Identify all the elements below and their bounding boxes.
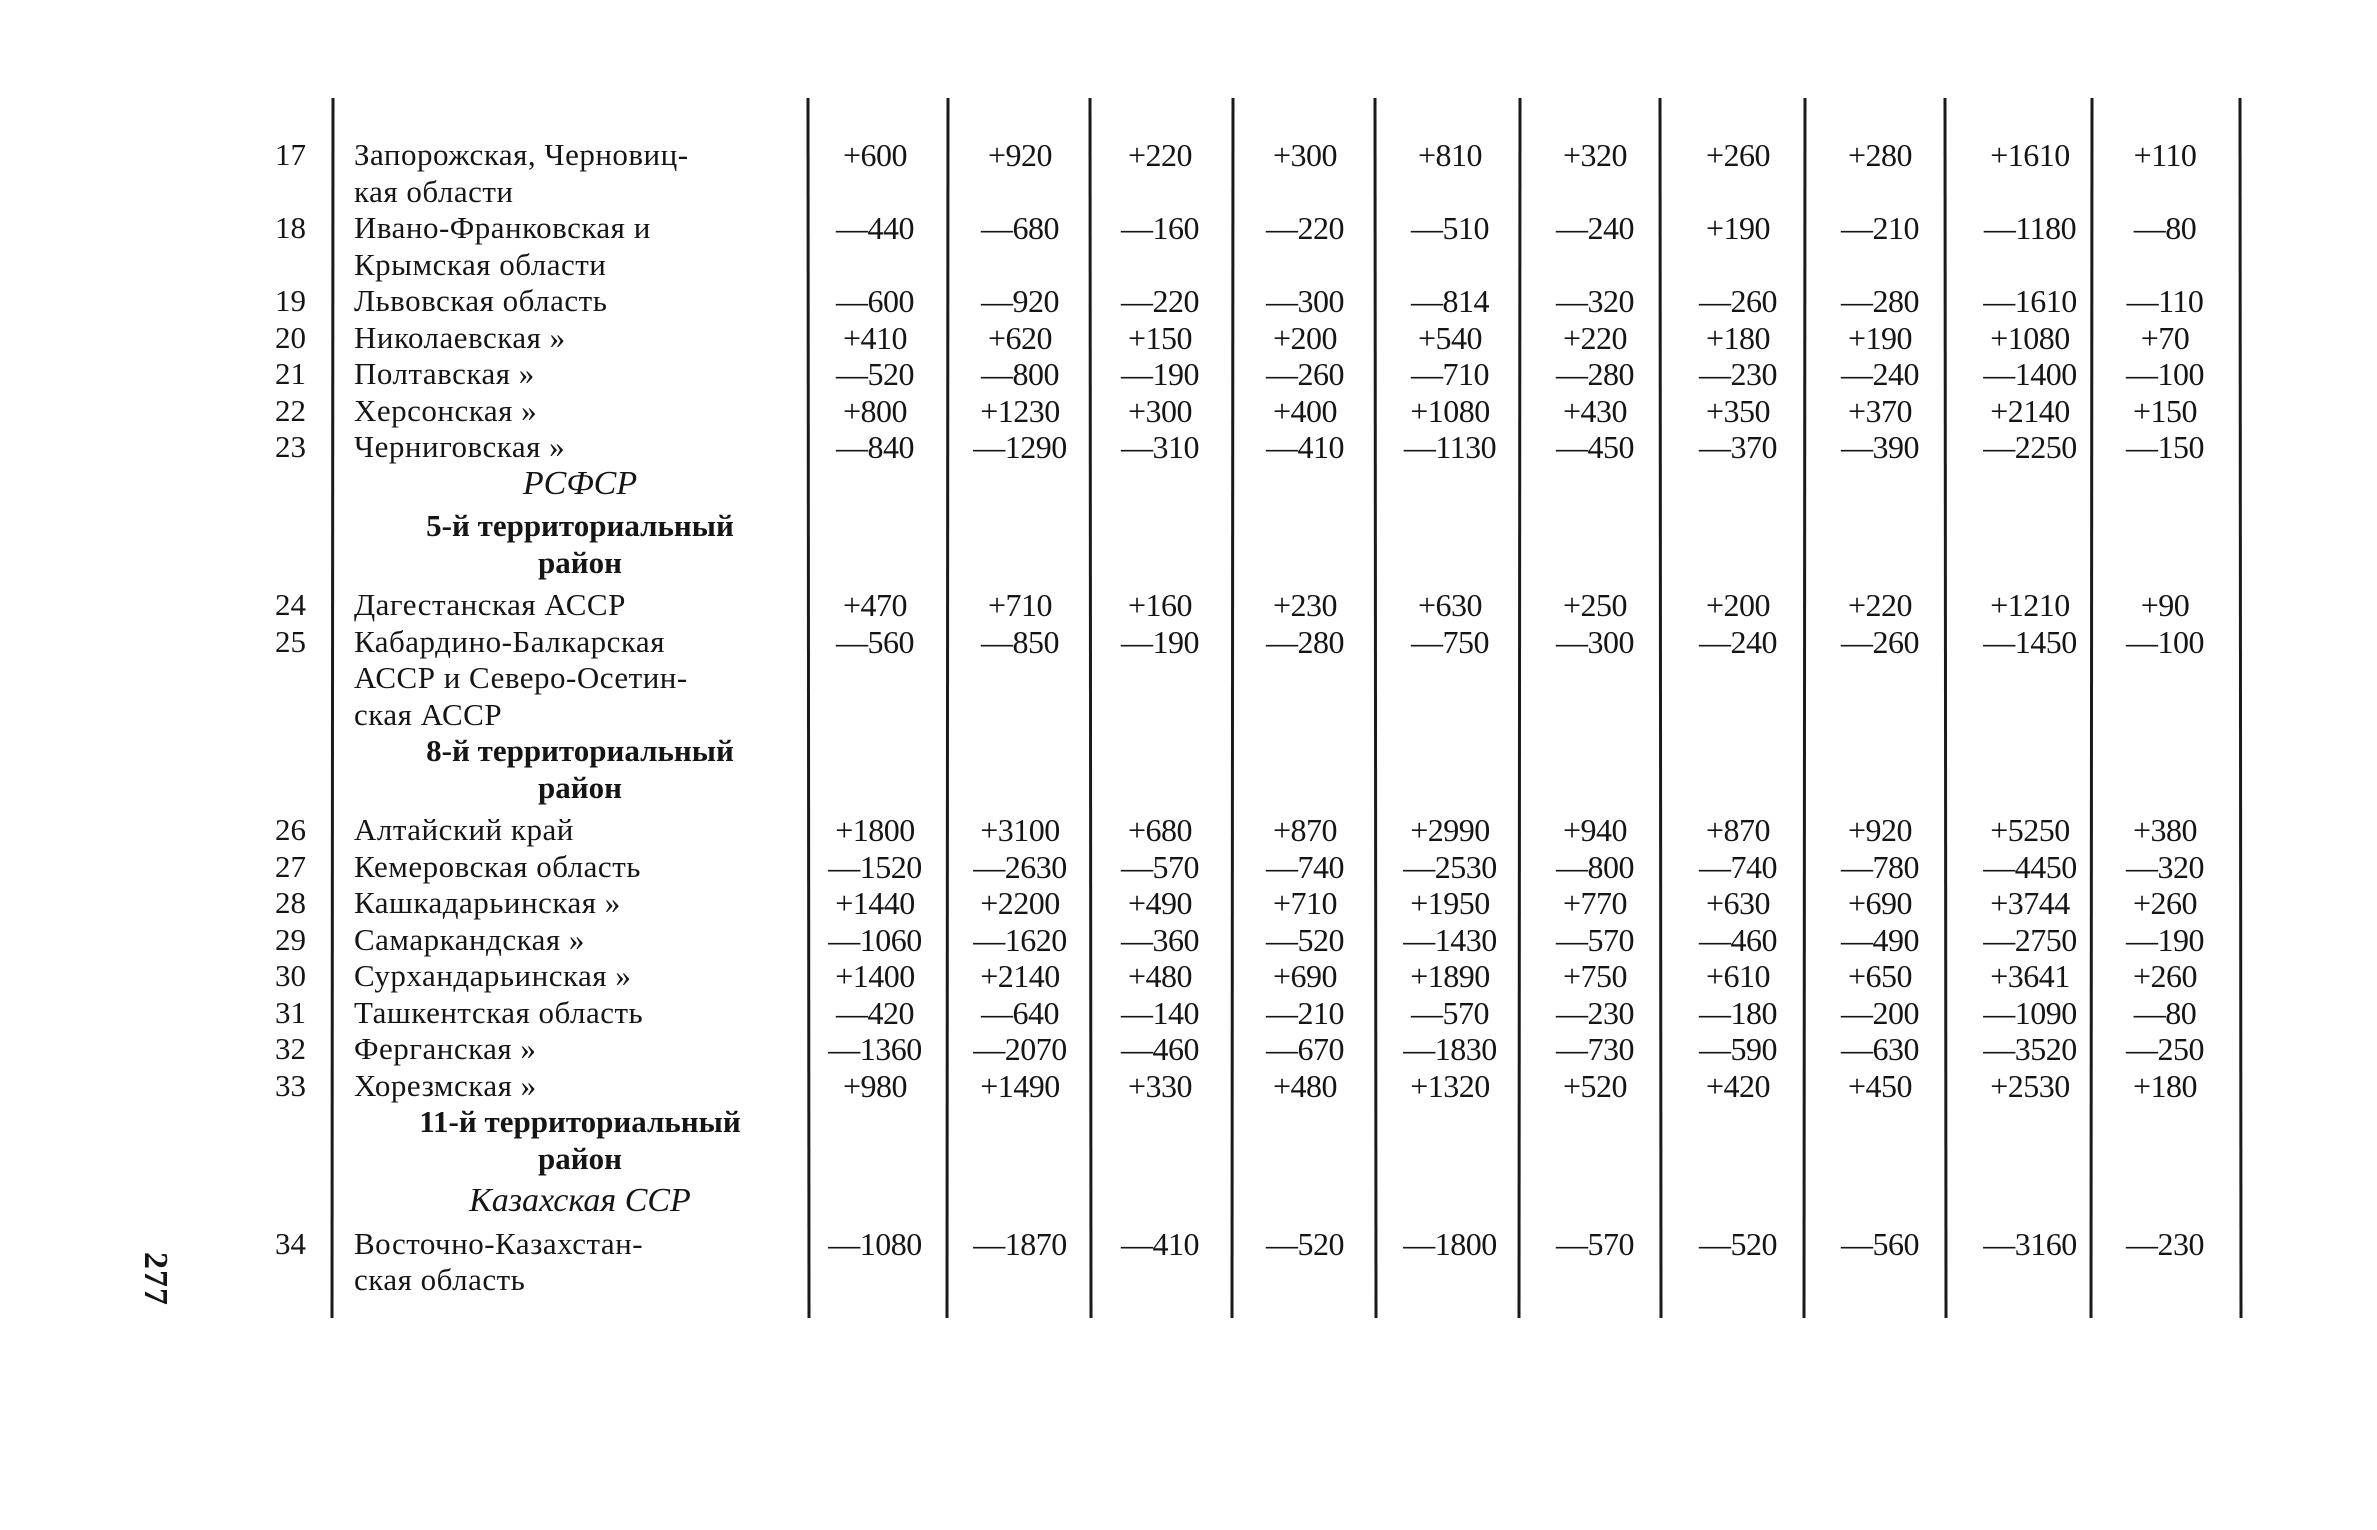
cell-value: +480 [1272, 1067, 1338, 1104]
row-number: 34 [275, 1225, 306, 1261]
cell-value: —560 [1841, 1225, 1919, 1262]
region-name: Черниговская » [354, 429, 566, 464]
cell-value: +1890 [1410, 958, 1490, 994]
cell-value: +5250 [1990, 812, 2070, 848]
region-name: ская АССР [354, 696, 503, 732]
cell-value: +650 [1847, 958, 1913, 994]
row-number: 29 [275, 921, 306, 957]
cell-value: —730 [1556, 1031, 1634, 1067]
row-number: 32 [275, 1031, 306, 1066]
cell-value: —250 [2126, 1031, 2204, 1067]
cell-value: +940 [1562, 812, 1628, 848]
cell-value: —1290 [973, 429, 1067, 465]
cell-value: —750 [1411, 623, 1489, 660]
cell-value: —360 [1121, 921, 1199, 958]
cell-value: —814 [1411, 283, 1489, 319]
cell-value: +870 [1272, 812, 1338, 848]
cell-value: +810 [1417, 137, 1483, 173]
cell-value: —520 [836, 356, 914, 392]
cell-value: —390 [1841, 429, 1919, 465]
cell-value: —570 [1121, 848, 1199, 885]
cell-value: —310 [1121, 429, 1199, 465]
cell-value: —2630 [973, 848, 1067, 885]
cell-value: —490 [1841, 921, 1919, 958]
region-name: Кемеровская область [354, 848, 641, 884]
cell-value: —1610 [1983, 283, 2077, 319]
cell-value: +190 [1847, 319, 1913, 356]
section-heading: 5-й территориальный [426, 508, 734, 543]
cell-value: +420 [1705, 1067, 1771, 1104]
row-number: 26 [275, 812, 306, 847]
region-name: Полтавская » [354, 356, 535, 391]
cell-value: —1520 [828, 848, 922, 885]
cell-value: +1080 [1410, 392, 1490, 429]
cell-value: +370 [1847, 392, 1913, 429]
cell-value: —840 [836, 429, 914, 465]
cell-value: +250 [1562, 587, 1628, 623]
cell-value: —510 [1411, 210, 1489, 246]
cell-value: —1400 [1983, 356, 2077, 392]
cell-value: +630 [1705, 885, 1771, 921]
cell-value: —800 [981, 356, 1059, 392]
cell-value: —410 [1266, 429, 1344, 465]
cell-value: —240 [1556, 210, 1634, 246]
cell-value: +350 [1705, 392, 1771, 429]
cell-value: —280 [1841, 283, 1919, 319]
row-number: 19 [275, 283, 306, 318]
cell-value: —680 [981, 210, 1059, 246]
cell-value: —1090 [1983, 994, 2077, 1031]
cell-value: +180 [1705, 319, 1771, 356]
cell-value: +260 [1705, 137, 1771, 173]
cell-value: +680 [1127, 812, 1193, 848]
cell-value: +2140 [1990, 392, 2070, 429]
cell-value: —180 [1699, 994, 1777, 1031]
cell-value: —1450 [1983, 623, 2077, 660]
region-name: Ивано-Франковская и [354, 210, 651, 245]
region-name: Самаркандская » [354, 921, 585, 957]
cell-value: +280 [1847, 137, 1913, 173]
cell-value: +490 [1127, 885, 1193, 921]
cell-value: —160 [1121, 210, 1199, 246]
cell-value: —560 [836, 623, 914, 660]
cell-value: +1440 [835, 885, 915, 921]
cell-value: +330 [1127, 1067, 1193, 1104]
cell-value: +620 [987, 319, 1053, 356]
cell-value: +610 [1705, 958, 1771, 994]
column-rule [1519, 98, 1520, 1318]
cell-value: —670 [1266, 1031, 1344, 1067]
cell-value: —440 [836, 210, 914, 246]
cell-value: +150 [2132, 392, 2198, 429]
region-name: Львовская область [354, 283, 608, 318]
cell-value: —190 [1121, 356, 1199, 392]
cell-value: —570 [1556, 1225, 1634, 1262]
cell-value: —210 [1266, 994, 1344, 1031]
cell-value: —240 [1841, 356, 1919, 392]
cell-value: —1870 [973, 1225, 1067, 1262]
cell-value: +480 [1127, 958, 1193, 994]
cell-value: —220 [1121, 283, 1199, 319]
cell-value: +320 [1562, 137, 1628, 173]
cell-value: —2750 [1983, 921, 2077, 958]
cell-value: +160 [1127, 587, 1193, 623]
cell-value: —100 [2126, 356, 2204, 392]
cell-value: —3520 [1983, 1031, 2077, 1067]
region-name: Ташкентская область [354, 994, 644, 1030]
column-rule [332, 98, 333, 1318]
cell-value: —320 [2126, 848, 2204, 885]
row-number: 18 [275, 210, 306, 245]
column-rule [947, 98, 948, 1318]
cell-value: —150 [2126, 429, 2204, 465]
cell-value: —230 [1699, 356, 1777, 392]
cell-value: —600 [836, 283, 914, 319]
cell-value: +630 [1417, 587, 1483, 623]
cell-value: —850 [981, 623, 1059, 660]
cell-value: —570 [1411, 994, 1489, 1031]
cell-value: +190 [1705, 210, 1771, 246]
column-rule [1375, 98, 1376, 1318]
cell-value: +450 [1847, 1067, 1913, 1104]
cell-value: +690 [1847, 885, 1913, 921]
cell-value: +180 [2132, 1067, 2198, 1104]
cell-value: +1950 [1410, 885, 1490, 921]
region-name: Херсонская » [354, 392, 538, 428]
cell-value: +1800 [835, 812, 915, 848]
cell-value: +2200 [980, 885, 1060, 921]
cell-value: +1490 [980, 1067, 1060, 1104]
cell-value: —520 [1699, 1225, 1777, 1262]
cell-value: +1210 [1990, 587, 2070, 623]
cell-value: —410 [1121, 1225, 1199, 1262]
cell-value: —1800 [1403, 1225, 1497, 1262]
cell-value: +3744 [1990, 885, 2070, 921]
cell-value: —1430 [1403, 921, 1497, 958]
cell-value: +470 [842, 587, 908, 623]
region-name: Николаевская » [354, 319, 566, 355]
cell-value: +430 [1562, 392, 1628, 429]
cell-value: —1360 [828, 1031, 922, 1067]
section-heading: район [538, 769, 622, 805]
cell-value: —630 [1841, 1031, 1919, 1067]
cell-value: +260 [2132, 958, 2198, 994]
cell-value: —1620 [973, 921, 1067, 958]
cell-value: +380 [2132, 812, 2198, 848]
cell-value: +3641 [1990, 958, 2070, 994]
cell-value: +1610 [1990, 137, 2070, 173]
cell-value: +690 [1272, 958, 1338, 994]
section-heading: Казахская ССР [469, 1182, 691, 1219]
region-name: Алтайский край [354, 812, 574, 847]
page-number: 277 [137, 1252, 174, 1306]
cell-value: —220 [1266, 210, 1344, 246]
cell-value: +920 [1847, 812, 1913, 848]
region-name: Кабардино-Балкарская [354, 623, 665, 659]
cell-value: —200 [1841, 994, 1919, 1031]
cell-value: —230 [1556, 994, 1634, 1031]
cell-value: —2530 [1403, 848, 1497, 885]
row-number: 30 [275, 958, 306, 993]
cell-value: —260 [1841, 623, 1919, 660]
cell-value: +1400 [835, 958, 915, 994]
cell-value: +800 [842, 392, 908, 429]
cell-value: —1130 [1403, 429, 1497, 465]
row-number: 23 [275, 429, 306, 464]
cell-value: —300 [1556, 623, 1634, 660]
cell-value: +300 [1127, 392, 1193, 429]
column-rule [1660, 98, 1661, 1318]
cell-value: —740 [1699, 848, 1777, 885]
region-name: АССР и Северо-Осетин- [354, 660, 688, 695]
cell-value: +400 [1272, 392, 1338, 429]
cell-value: +770 [1562, 885, 1628, 921]
cell-value: —280 [1266, 623, 1344, 660]
cell-value: —2250 [1983, 429, 2077, 465]
cell-value: —590 [1699, 1031, 1777, 1067]
section-heading: РСФСР [522, 464, 638, 502]
section-heading: 11-й территориальный [419, 1104, 741, 1139]
cell-value: —80 [2133, 994, 2197, 1031]
cell-value: +410 [842, 319, 908, 356]
cell-value: +220 [1127, 137, 1193, 173]
row-number: 31 [275, 994, 306, 1030]
cell-value: +220 [1847, 587, 1913, 623]
row-number: 24 [275, 587, 306, 622]
row-number: 22 [275, 392, 306, 428]
cell-value: —520 [1266, 921, 1344, 958]
section-heading: район [538, 544, 622, 580]
cell-value: +1320 [1410, 1067, 1490, 1104]
cell-value: +2990 [1410, 812, 1490, 848]
cell-value: +260 [2132, 885, 2198, 921]
cell-value: +200 [1705, 587, 1771, 623]
region-name: кая области [354, 173, 514, 209]
cell-value: —1830 [1403, 1031, 1497, 1067]
region-name: Запорожская, Черновиц- [354, 137, 689, 172]
cell-value: —320 [1556, 283, 1634, 319]
cell-value: +920 [987, 137, 1053, 173]
cell-value: +710 [987, 587, 1053, 623]
cell-value: —100 [2126, 623, 2204, 660]
cell-value: —420 [836, 994, 914, 1031]
cell-value: +520 [1562, 1067, 1628, 1104]
cell-value: —1080 [828, 1225, 922, 1262]
cell-value: —640 [981, 994, 1059, 1031]
region-name: Восточно-Казахстан- [354, 1225, 644, 1261]
cell-value: —1180 [1983, 210, 2077, 246]
section-heading: район [538, 1140, 622, 1176]
cell-value: —370 [1699, 429, 1777, 465]
cell-value: +1080 [1990, 319, 2070, 356]
region-name: Дагестанская АССР [354, 587, 626, 622]
cell-value: —570 [1556, 921, 1634, 958]
cell-value: —450 [1556, 429, 1634, 465]
region-name: Ферганская » [354, 1031, 537, 1066]
cell-value: +2530 [1990, 1067, 2070, 1104]
cell-value: +110 [2133, 137, 2197, 173]
cell-value: —190 [2126, 921, 2204, 958]
cell-value: —260 [1266, 356, 1344, 392]
cell-value: —240 [1699, 623, 1777, 660]
region-name: Крымская области [354, 246, 607, 282]
cell-value: +200 [1272, 319, 1338, 356]
cell-value: —520 [1266, 1225, 1344, 1262]
cell-value: +230 [1272, 587, 1338, 623]
cell-value: +2140 [980, 958, 1060, 994]
cell-value: +90 [2140, 587, 2190, 623]
cell-value: +870 [1705, 812, 1771, 848]
cell-value: +980 [842, 1067, 908, 1104]
cell-value: —140 [1121, 994, 1199, 1031]
cell-value: —190 [1121, 623, 1199, 660]
cell-value: —2070 [973, 1031, 1067, 1067]
column-rule [1090, 98, 1091, 1318]
cell-value: +3100 [980, 812, 1060, 848]
region-name: Сурхандарьинская » [354, 958, 632, 993]
column-rule [808, 98, 809, 1318]
region-name: ская область [354, 1262, 526, 1297]
cell-value: —780 [1841, 848, 1919, 885]
cell-value: +710 [1272, 885, 1338, 921]
cell-value: —210 [1841, 210, 1919, 246]
cell-value: +600 [842, 137, 908, 173]
region-name: Кашкадарьинская » [354, 885, 621, 920]
row-number: 20 [275, 319, 306, 355]
column-rule [2240, 98, 2241, 1318]
row-number: 33 [275, 1067, 306, 1103]
row-number: 25 [275, 623, 306, 659]
row-number: 28 [275, 885, 306, 920]
column-rule [2091, 98, 2092, 1318]
cell-value: —80 [2133, 210, 2197, 246]
cell-value: —110 [2126, 283, 2204, 319]
cell-value: +750 [1562, 958, 1628, 994]
row-number: 17 [275, 137, 306, 172]
column-rule [1804, 98, 1805, 1318]
row-number: 21 [275, 356, 306, 391]
cell-value: —230 [2126, 1225, 2204, 1262]
cell-value: —800 [1556, 848, 1634, 885]
cell-value: +540 [1417, 319, 1483, 356]
cell-value: +300 [1272, 137, 1338, 173]
section-heading: 8-й территориальный [426, 733, 734, 768]
cell-value: —920 [981, 283, 1059, 319]
cell-value: +220 [1562, 319, 1628, 356]
cell-value: —460 [1121, 1031, 1199, 1067]
column-rule [1945, 98, 1946, 1318]
cell-value: —260 [1699, 283, 1777, 319]
column-rule [1232, 98, 1233, 1318]
cell-value: —3160 [1983, 1225, 2077, 1262]
cell-value: +150 [1127, 319, 1193, 356]
cell-value: —280 [1556, 356, 1634, 392]
cell-value: —4450 [1983, 848, 2077, 885]
cell-value: +1230 [980, 392, 1060, 429]
region-name: Хорезмская » [354, 1067, 537, 1103]
cell-value: —740 [1266, 848, 1344, 885]
row-number: 27 [275, 848, 306, 884]
cell-value: —460 [1699, 921, 1777, 958]
cell-value: +70 [2140, 319, 2190, 356]
cell-value: —710 [1411, 356, 1489, 392]
cell-value: —300 [1266, 283, 1344, 319]
cell-value: —1060 [828, 921, 922, 958]
